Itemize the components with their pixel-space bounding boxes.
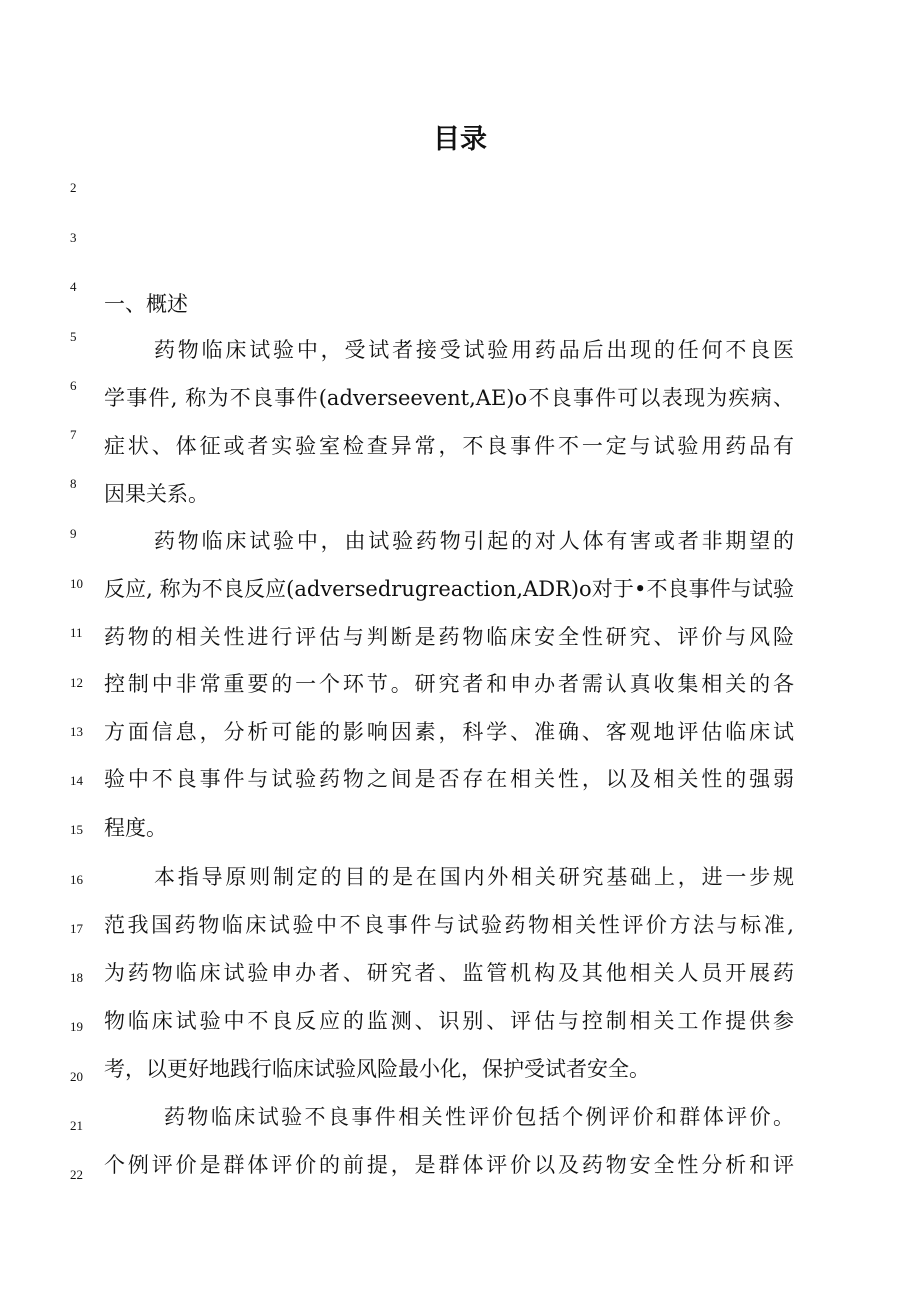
line-number: 22 [70, 1167, 83, 1182]
paragraph-line: 为药物临床试验申办者、研究者、监管机构及其他相关人员开展药 [104, 961, 794, 985]
line-number: 9 [70, 526, 77, 541]
line-number: 16 [70, 872, 83, 887]
paragraph-line: 验中不良事件与试验药物之间是否存在相关性，以及相关性的强弱 [104, 767, 794, 791]
line-number: 11 [70, 625, 83, 640]
paragraph-line: 反应, 称为不良反应(adversedrugreaction,ADR)o对于•不良事件与试验 [104, 577, 794, 601]
paragraph-line: 个例评价是群体评价的前提，是群体评价以及药物安全性分析和评 [104, 1153, 794, 1177]
line-number: 19 [70, 1019, 83, 1034]
line-number: 6 [70, 378, 77, 393]
paragraph-line: 药物临床试验不良事件相关性评价包括个例评价和群体评价。 [164, 1105, 794, 1129]
paragraph-line: 因果关系。 [104, 482, 209, 506]
line-number: 20 [70, 1069, 83, 1084]
paragraph-line: 考，以更好地践行临床试验风险最小化，保护受试者安全。 [104, 1057, 650, 1081]
paragraph-line: 物临床试验中不良反应的监测、识别、评估与控制相关工作提供参 [104, 1009, 794, 1033]
paragraph-line: 方面信息，分析可能的影响因素，科学、准确、客观地评估临床试 [104, 720, 794, 744]
paragraph-line: 程度。 [104, 816, 167, 840]
paragraph-line: 控制中非常重要的一个环节。研究者和申办者需认真收集相关的各 [104, 672, 794, 696]
paragraph-line: 症状、体征或者实验室检查异常，不良事件不一定与试验用药品有 [104, 434, 794, 458]
line-number: 5 [70, 329, 77, 344]
line-number: 2 [70, 180, 77, 195]
line-number: 8 [70, 476, 77, 491]
paragraph-line: 药物临床试验中，由试验药物引起的对人体有害或者非期望的 [154, 529, 794, 553]
line-number: 10 [70, 576, 83, 591]
page-title: 目录 [433, 124, 487, 155]
line-number: 7 [70, 427, 77, 442]
paragraph-line: 范我国药物临床试验中不良事件与试验药物相关性评价方法与标准, [104, 913, 794, 937]
line-number: 14 [70, 773, 83, 788]
paragraph-line: 本指导原则制定的目的是在国内外相关研究基础上，进一步规 [154, 865, 794, 889]
line-number: 12 [70, 675, 83, 690]
line-number: 21 [70, 1118, 83, 1133]
paragraph-line: 学事件, 称为不良事件(adverseevent,AE)o不良事件可以表现为疾病、 [104, 386, 794, 410]
line-number: 17 [70, 921, 83, 936]
paragraph-line: 药物的相关性进行评估与判断是药物临床安全性研究、评价与风险 [104, 625, 794, 649]
line-number: 18 [70, 970, 83, 985]
line-number: 4 [70, 279, 77, 294]
section-heading: 一、概述 [104, 292, 188, 316]
line-number: 3 [70, 230, 77, 245]
line-number: 15 [70, 822, 83, 837]
paragraph-line: 药物临床试验中，受试者接受试验用药品后出现的任何不良医 [154, 338, 794, 362]
line-number: 13 [70, 724, 83, 739]
